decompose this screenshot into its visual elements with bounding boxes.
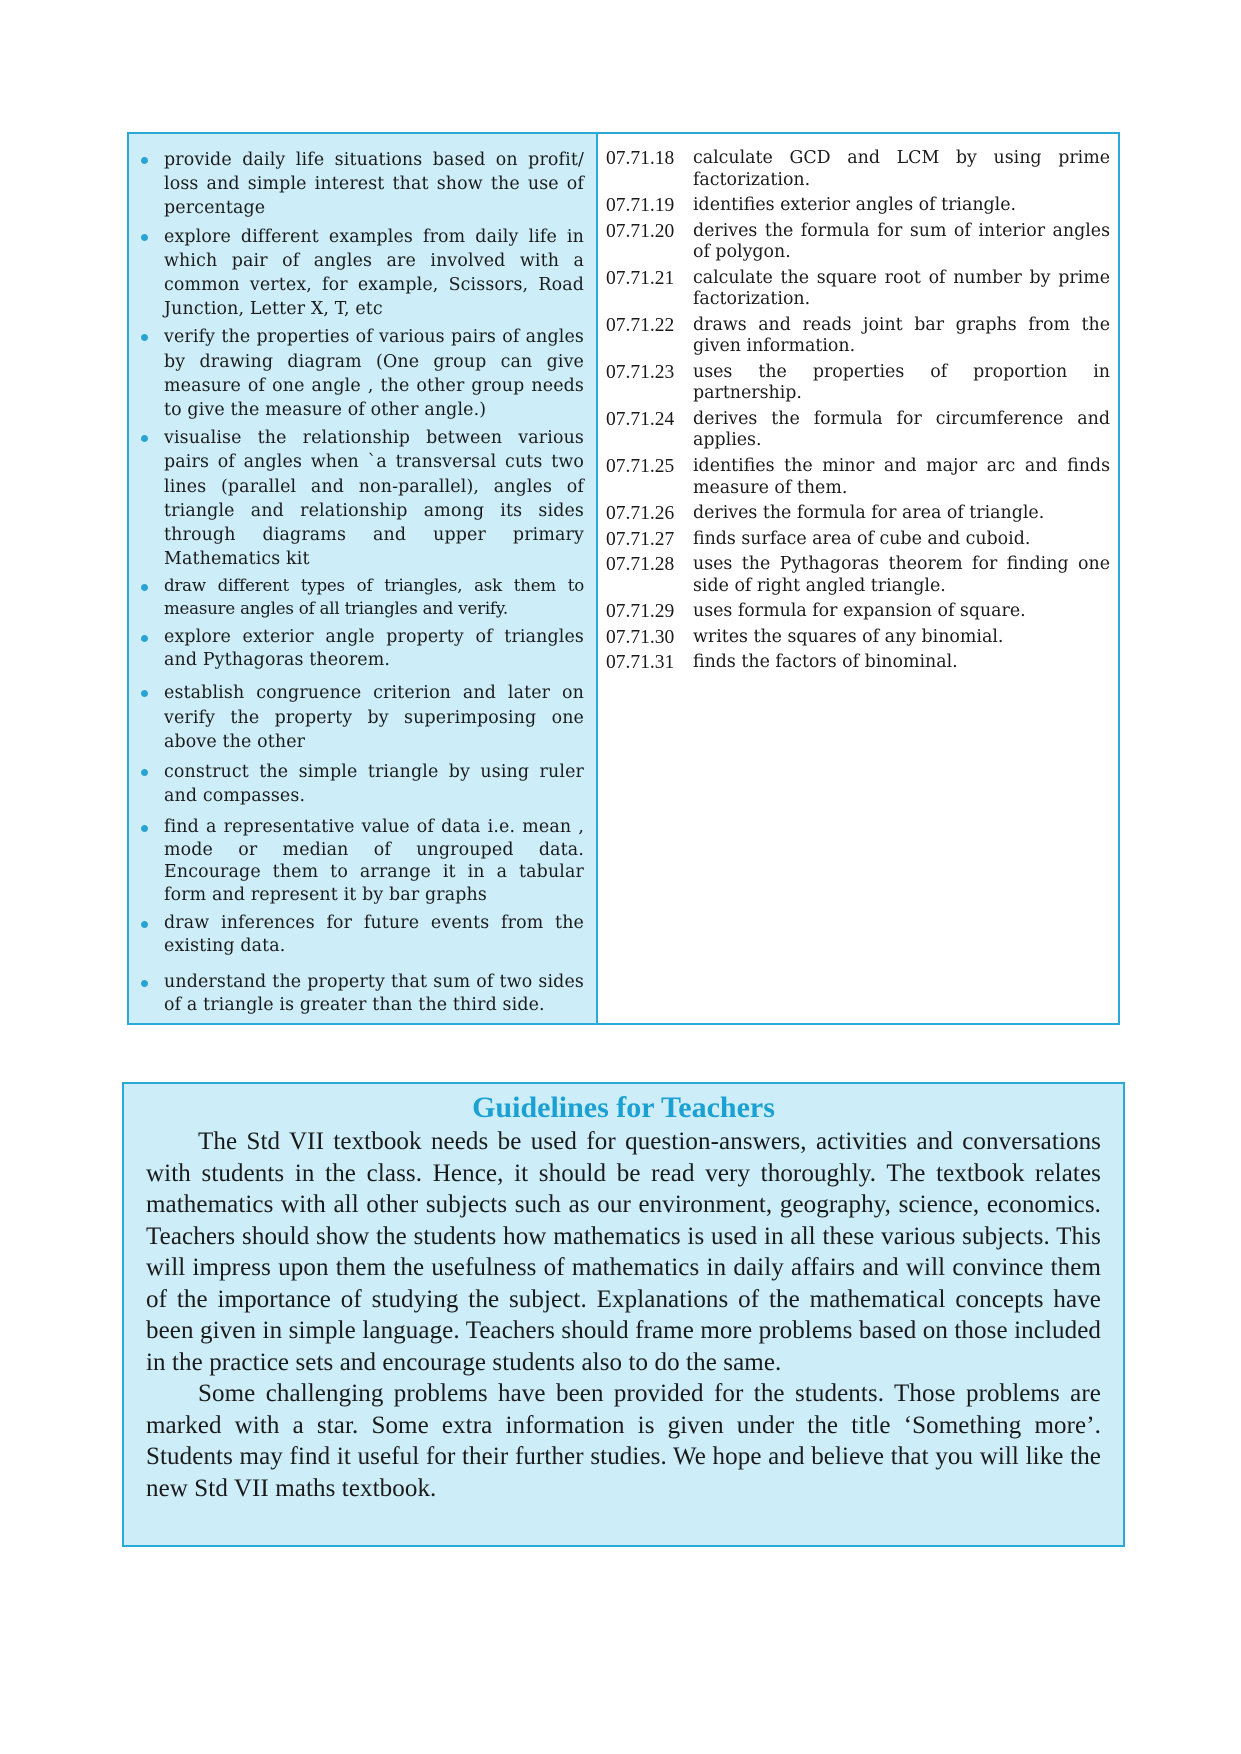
teacher-guidelines-box xyxy=(122,1082,1125,1547)
outcome-text: calculate GCD and LCM by using prime factorization. xyxy=(693,148,1110,190)
outcome-row xyxy=(606,362,1110,405)
outcome-row xyxy=(606,456,1110,499)
outcome-row xyxy=(606,409,1110,452)
outcome-text: uses formula for expansion of square. xyxy=(693,601,1026,622)
list-item: visualise the relationship between various pairs of angles when `a transversal cuts two lines (parallel and non-parallel), angles of triangle and relationship among its sides through diagrams and upper primary Mathematics kit xyxy=(139,426,584,571)
outcome-row xyxy=(606,554,1110,597)
bullet-icon xyxy=(141,825,148,832)
learning-outcomes-column xyxy=(598,134,1118,1023)
list-item: draw different types of triangles, ask them to measure angles of all triangles and verify. xyxy=(139,575,584,620)
outcome-text: finds surface area of cube and cuboid. xyxy=(693,528,1031,549)
guidelines-paragraph: The Std VII textbook needs be used for question-answers, activities and conversations with students in the class. Hence, it should be read very thoroughly. The textbook relates mathematics with all other subjects such as our environment, geography, science, economics. Teachers should show the students how mathematics is used in all these various subjects. This will impress upon them the usefulness of mathematics in daily affairs and will convince them of the importance of studying the subject. Explanations of the mathematical concepts have been given in simple language. Teachers should frame more problems based on those included in the practice sets and encourage students also to do the same. xyxy=(146,1128,1101,1376)
outcome-row xyxy=(606,195,1110,217)
outcome-code: 07.71.26 xyxy=(606,503,675,525)
outcome-code: 07.71.28 xyxy=(606,554,675,575)
bullet-icon xyxy=(141,921,148,928)
outcome-text: draws and reads joint bar graphs from the given information. xyxy=(693,314,1110,357)
outcome-row xyxy=(606,652,1110,674)
list-item: understand the property that sum of two sides of a triangle is greater than the third side. xyxy=(139,971,584,1016)
bullet-icon xyxy=(141,334,148,341)
bullet-icon xyxy=(141,157,148,164)
outcome-text: derives the formula for circumference and applies. xyxy=(693,408,1110,451)
outcome-text: identifies the minor and major arc and finds measure of them. xyxy=(693,455,1110,498)
outcome-text: writes the squares of any binomial. xyxy=(693,626,1004,647)
bullet-icon xyxy=(141,980,148,987)
outcome-row xyxy=(606,315,1110,358)
outcome-code: 07.71.21 xyxy=(606,267,675,289)
outcome-code: 07.71.22 xyxy=(606,314,675,336)
bullet-icon xyxy=(141,690,148,697)
bullet-icon xyxy=(141,769,148,776)
outcome-code: 07.71.20 xyxy=(606,220,675,242)
list-item: find a representative value of data i.e. mean , mode or median of ungrouped data. Encourage them to arrange it in a tabular form and represent it by bar graphs xyxy=(139,816,584,906)
list-item: verify the properties of various pairs of angles by drawing diagram (One group can give measure of one angle , the other group needs to give the measure of other angle.) xyxy=(139,325,584,422)
list-item: provide daily life situations based on profit/ loss and simple interest that show the use of percentage xyxy=(139,148,584,221)
outcome-code: 07.71.23 xyxy=(606,361,675,383)
outcome-code: 07.71.31 xyxy=(606,652,675,674)
outcome-code: 07.71.24 xyxy=(606,408,675,430)
outcome-code: 07.71.29 xyxy=(606,601,675,623)
outcome-row xyxy=(606,529,1110,551)
outcome-code: 07.71.25 xyxy=(606,455,675,477)
outcome-row xyxy=(606,601,1110,623)
outcome-row xyxy=(606,148,1110,191)
list-item: draw inferences for future events from the existing data. xyxy=(139,912,584,957)
curriculum-table xyxy=(127,132,1120,1025)
outcome-code: 07.71.30 xyxy=(606,626,675,648)
outcome-text: derives the formula for area of triangle. xyxy=(693,503,1045,524)
bullet-icon xyxy=(141,435,148,442)
list-item: explore different examples from daily life in which pair of angles are involved with a common vertex, for example, Scissors, Road Junction, Letter X, T, etc xyxy=(139,225,584,322)
outcome-code: 07.71.27 xyxy=(606,528,675,550)
bullet-icon xyxy=(141,635,148,642)
outcome-text: uses the properties of proportion in partnership. xyxy=(693,361,1110,404)
outcome-text: finds the factors of binominal. xyxy=(693,652,958,673)
bullet-icon xyxy=(141,584,148,591)
list-item: explore exterior angle property of triangles and Pythagoras theorem. xyxy=(139,626,584,671)
outcome-row xyxy=(606,627,1110,649)
outcome-list xyxy=(606,148,1110,674)
outcome-row xyxy=(606,221,1110,264)
outcome-text: calculate the square root of number by prime factorization. xyxy=(693,267,1110,310)
outcome-text: uses the Pythagoras theorem for finding one side of right angled triangle. xyxy=(693,554,1110,596)
outcome-code: 07.71.19 xyxy=(606,195,675,217)
guidelines-title: Guidelines for Teachers xyxy=(472,1091,775,1124)
suggestion-list xyxy=(139,148,584,1016)
list-item: establish congruence criterion and later on verify the property by superimposing one above the other xyxy=(139,681,584,754)
outcome-code: 07.71.18 xyxy=(606,148,675,169)
outcome-row xyxy=(606,503,1110,525)
pedagogical-processes-column xyxy=(129,134,598,1023)
outcome-row xyxy=(606,268,1110,311)
list-item: construct the simple triangle by using ruler and compasses. xyxy=(139,760,584,808)
guidelines-paragraph: Some challenging problems have been provided for the students. Those problems are marked with a star. Some extra information is given under the title ‘Something more’. Students may find it useful for their further studies. We hope and believe that you will like the new Std VII maths textbook. xyxy=(146,1380,1101,1502)
bullet-icon xyxy=(141,234,148,241)
outcome-text: identifies exterior angles of triangle. xyxy=(693,195,1017,216)
outcome-text: derives the formula for sum of interior angles of polygon. xyxy=(693,220,1110,263)
